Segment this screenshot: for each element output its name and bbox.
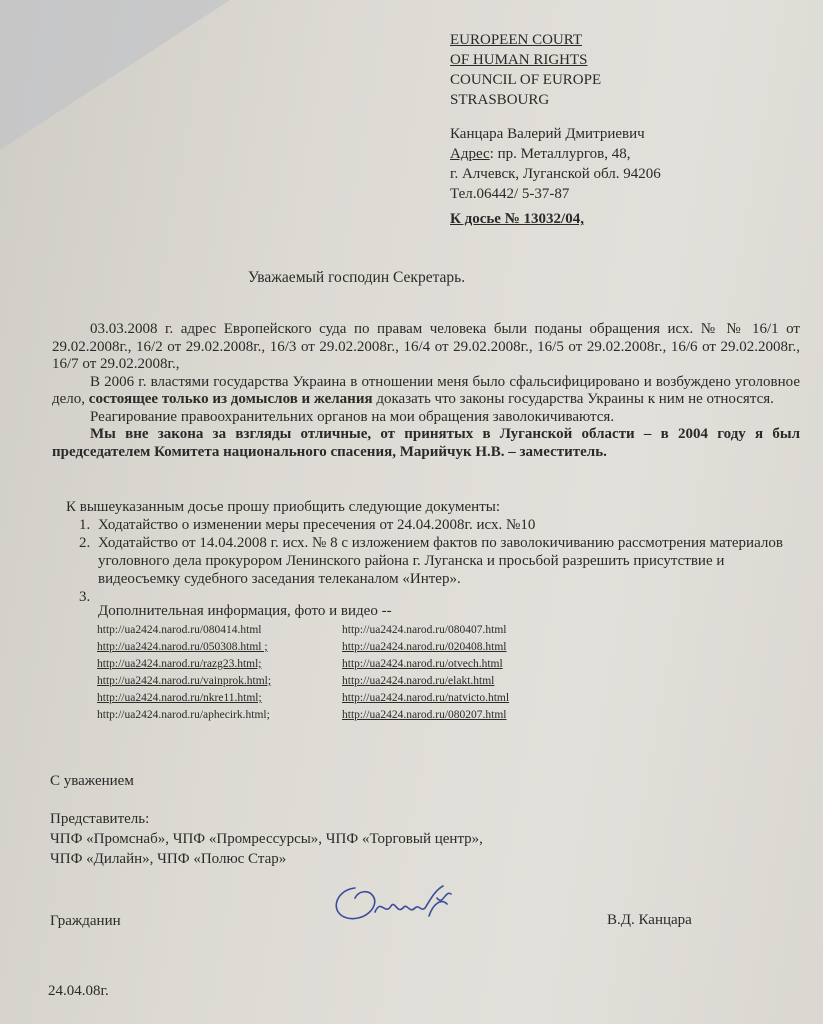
dossier-reference: К досье № 13032/04, (450, 211, 584, 227)
link[interactable]: http://ua2424.narod.ru/elakt.html (342, 675, 495, 687)
links-row (97, 673, 509, 690)
regards: С уважением (50, 773, 134, 789)
letter-date: 24.04.08г. (48, 983, 109, 999)
representative-block (50, 809, 483, 869)
representative-line: ЧПФ «Дилайн», ЧПФ «Полюс Стар» (50, 851, 287, 867)
link[interactable]: http://ua2424.narod.ru/otvech.html (342, 658, 503, 670)
body-paragraph (52, 374, 800, 409)
folded-corner (0, 0, 230, 150)
link[interactable]: http://ua2424.narod.ru/nkre11.html; (97, 692, 262, 704)
link[interactable]: http://ua2424.narod.ru/020408.html (342, 641, 507, 653)
links-list (97, 622, 509, 724)
extra-info: Дополнительная информация, фото и видео -- (98, 603, 392, 619)
link[interactable]: http://ua2424.narod.ru/050308.html ; (97, 641, 268, 653)
sender-phone: Тел.06442/ 5-37-87 (450, 186, 570, 202)
signer-name: В.Д. Канцара (607, 912, 692, 928)
link[interactable]: http://ua2424.narod.ru/080207.html (342, 709, 507, 721)
link[interactable]: http://ua2424.narod.ru/natvicto.html (342, 692, 510, 704)
address-line: : пр. Металлургов, 48, (489, 146, 631, 162)
body-paragraph: 03.03.2008 г. адрес Европейского суда по правам человека были поданы обращения исх. № № 16/1 от 29.02.2008г., 16/2 от 29.02.2008г., 16/3 от 29.02.2008г., 16/4 от 29.02.2008г., 16/5 от 29.02.2008г., 16/6 от 29.02.2008г., 16/7 от 29.02.2008г., (52, 321, 800, 372)
sender-address (450, 144, 661, 164)
documents-section (52, 498, 802, 606)
sender-block (450, 124, 661, 204)
addressee-line: OF HUMAN RIGHTS (450, 52, 588, 68)
body-bold-span: Мы вне закона за взгляды отличные, от принятых в Луганской области – в 2004 году я был председателем Комитета национального спасения, Марийчук Н.В. – заместитель. (52, 426, 800, 460)
addressee-line: STRASBOURG (450, 92, 550, 108)
links-row (97, 622, 509, 639)
representative-line: ЧПФ «Промснаб», ЧПФ «Промрессурсы», ЧПФ «Торговый центр», (50, 831, 483, 847)
representative-label: Представитель: (50, 811, 150, 827)
body-text-span: доказать что законы государства Украины к ним не относятся. (372, 391, 774, 407)
letter-body (52, 321, 800, 461)
address-label: Адрес (450, 146, 490, 162)
links-row (97, 639, 509, 656)
salutation: Уважаемый господин Секретарь. (248, 269, 466, 286)
list-item: 2. Ходатайство от 14.04.2008 г. исх. № 8 с изложением фактов по заволокичиванию рассмотрения материалов уголовного дела прокурором Ленинского района г. Луганска и просьбой разрешить присутствие и видеосъемку судебного заседания телеканалом «Интер». (94, 534, 802, 588)
body-paragraph-bold (52, 426, 800, 461)
list-item: 1. Ходатайство о изменении меры пресечения от 24.04.2008г. исх. №10 (94, 516, 802, 534)
sender-city: г. Алчевск, Луганской обл. 94206 (450, 166, 661, 182)
link[interactable]: http://ua2424.narod.ru/aphecirk.html; (97, 709, 270, 721)
link[interactable]: http://ua2424.narod.ru/080407.html (342, 624, 507, 636)
addressee-line: COUNCIL OF EUROPE (450, 72, 602, 88)
body-text-span: В 2006 г. властями государства Украина в отношении меня было сфальсифицировано и возбуждено уголовное дело, (52, 373, 800, 407)
links-row (97, 690, 509, 707)
sender-name: Канцара Валерий Дмитриевич (450, 126, 645, 142)
citizen-label: Гражданин (50, 913, 121, 929)
body-bold-span: состоящее только из домыслов и желания (88, 391, 373, 407)
documents-list (52, 516, 802, 606)
addressee-block (450, 30, 601, 110)
links-row (97, 656, 509, 673)
link[interactable]: http://ua2424.narod.ru/080414.html (97, 624, 262, 636)
link[interactable]: http://ua2424.narod.ru/vainprok.html; (97, 675, 272, 687)
body-paragraph: Реагирование правоохранительних органов на мои обращения заволокичиваются. (90, 408, 615, 425)
link[interactable]: http://ua2424.narod.ru/razg23.html; (97, 658, 262, 670)
links-row (97, 707, 509, 724)
documents-lead: К вышеуказанным досье прошу приобщить следующие документы: (66, 499, 500, 515)
handwritten-signature (325, 868, 465, 943)
addressee-line: EUROPEEN COURT (450, 32, 583, 48)
